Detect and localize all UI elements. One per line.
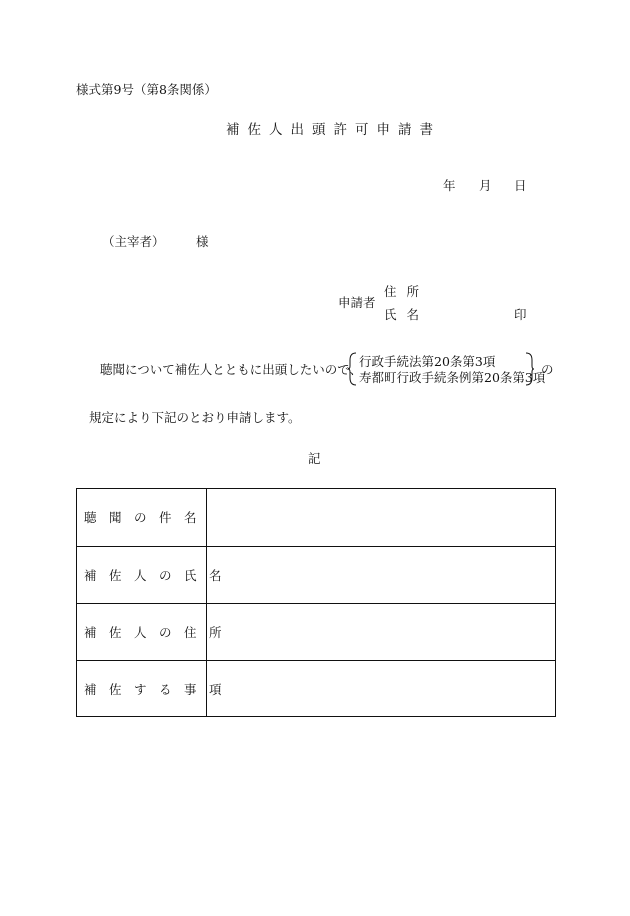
applicant-name-label: 氏名 (384, 307, 430, 322)
document-title: 補佐人出頭許可申請書 (226, 122, 441, 138)
addressee-honorific: 様 (196, 234, 209, 249)
ki-heading: 記 (308, 451, 321, 466)
item-table (76, 488, 556, 717)
seal-mark: 印 (514, 307, 527, 322)
assistant-address-field[interactable] (207, 604, 555, 660)
applicant-label: 申請者 (338, 295, 376, 310)
table-row-assist-matters (77, 660, 555, 717)
body-text-line1: 聴聞について補佐人とともに出頭したいので、 (100, 362, 363, 377)
form-number: 様式第9号（第8条関係） (76, 82, 217, 97)
date-month-label: 月 (479, 178, 492, 193)
body-text-line2: 規定により下記のとおり申請します。 (89, 410, 301, 425)
date-day-label: 日 (514, 178, 527, 193)
assistant-name-field[interactable] (207, 547, 555, 603)
body-particle: の (541, 362, 554, 377)
law-option-2: 寿都町行政手続条例第20条第3項 (359, 370, 546, 385)
applicant-address-label: 住所 (384, 284, 430, 299)
law-option-1: 行政手続法第20条第3項 (359, 354, 496, 369)
table-row-assistant-address (77, 603, 555, 660)
addressee-label: （主宰者） (102, 234, 165, 249)
hearing-case-field[interactable] (207, 489, 555, 546)
assist-matters-field[interactable] (207, 661, 555, 717)
table-row-assistant-name (77, 546, 555, 603)
row-label-assistant-name: 補 佐 人 の 氏 名 (77, 547, 207, 603)
table-row-hearing-case (77, 489, 555, 546)
row-label-hearing-case: 聴 聞 の 件 名 (77, 489, 207, 546)
row-label-assist-matters: 補 佐 す る 事 項 (77, 661, 207, 717)
date-year-label: 年 (443, 178, 456, 193)
row-label-assistant-address: 補 佐 人 の 住 所 (77, 604, 207, 660)
